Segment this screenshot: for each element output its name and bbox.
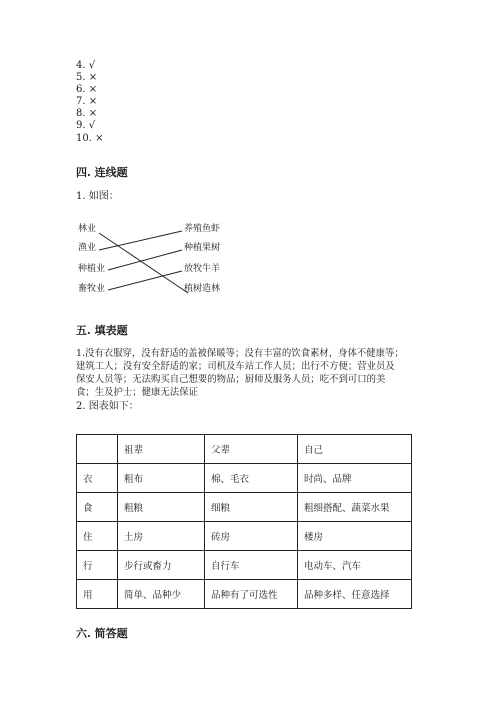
section-5-title: 五. 填表题: [76, 324, 128, 337]
row-label: 食: [77, 493, 118, 522]
comparison-table: [76, 434, 412, 609]
left-item-fishery: 渔业: [78, 243, 97, 253]
answer-7: 7. ×: [76, 96, 98, 107]
section-5-q2: 2. 图表如下：: [76, 401, 139, 412]
answer-line-1: 1.没有衣服穿，没有舒适的盖被保暖等；没有丰富的饮食素材，身体不健康等；: [76, 348, 404, 359]
answer-line-3: 保安人员等；无法购买自己想要的物品；厨师及服务人员；吃不到可口的美: [76, 374, 386, 385]
row-label: 住: [77, 522, 118, 551]
answer-line-4: 食；生及护士；健康无法保证: [76, 387, 198, 398]
section-6-title: 六. 简答题: [76, 627, 128, 640]
right-item-afforestation: 植树造林: [184, 284, 221, 294]
table-cell: 粗细搭配、蔬菜水果: [298, 493, 412, 522]
table-cell: 砖房: [205, 522, 298, 551]
line-fishery: [99, 231, 182, 250]
line-husbandry: [108, 271, 182, 290]
left-item-forestry: 林业: [78, 224, 97, 234]
table-cell: 电动车、汽车: [298, 551, 412, 580]
table-row: [77, 580, 412, 609]
right-item-grazing: 放牧牛羊: [184, 264, 221, 274]
table-row: [77, 493, 412, 522]
table-cell: 土房: [118, 522, 205, 551]
line-planting: [108, 250, 182, 270]
answer-6: 6. ×: [76, 84, 98, 95]
table-cell: 粗布: [118, 464, 205, 493]
header-cell-self: 自己: [298, 435, 412, 464]
answer-5: 5. ×: [76, 72, 98, 83]
left-item-husbandry: 畜牧业: [78, 284, 106, 294]
table-cell: 品种多样、任意选择: [298, 580, 412, 609]
table-cell: 简单、品种少: [118, 580, 205, 609]
row-label: 用: [77, 580, 118, 609]
answer-line-2: 建筑工人；没有安全舒适的家；司机及车站工作人员；出行不方便；营业员及: [76, 361, 395, 372]
right-item-fruit-trees: 种植果树: [184, 243, 221, 253]
table-cell: 步行或畜力: [118, 551, 205, 580]
table-header-row: [77, 435, 412, 464]
header-cell-empty: [77, 435, 118, 464]
section-5-q1-answer: [76, 347, 416, 399]
row-label: 行: [77, 551, 118, 580]
table-row: [77, 522, 412, 551]
left-item-planting: 种植业: [78, 264, 106, 274]
table-row: [77, 551, 412, 580]
answer-9: 9. √: [76, 120, 96, 131]
section-4-q1: 1. 如图：: [76, 191, 119, 202]
header-cell-parents: 父辈: [205, 435, 298, 464]
table-row: [77, 464, 412, 493]
row-label: 衣: [77, 464, 118, 493]
table-cell: 自行车: [205, 551, 298, 580]
section-4-title: 四. 连线题: [76, 166, 128, 179]
answer-8: 8. ×: [76, 108, 98, 119]
table-cell: 棉、毛衣: [205, 464, 298, 493]
table-cell: 楼房: [298, 522, 412, 551]
answer-4: 4. √: [76, 60, 96, 71]
table-cell: 细粮: [205, 493, 298, 522]
header-cell-grandparents: 祖辈: [118, 435, 205, 464]
right-item-fish-farming: 养殖鱼虾: [184, 224, 221, 234]
table-cell: 粗粮: [118, 493, 205, 522]
table-cell: 时尚、品牌: [298, 464, 412, 493]
table-cell: 品种有了可选性: [205, 580, 298, 609]
answer-10: 10. ×: [76, 133, 104, 144]
line-forestry: [99, 233, 188, 293]
